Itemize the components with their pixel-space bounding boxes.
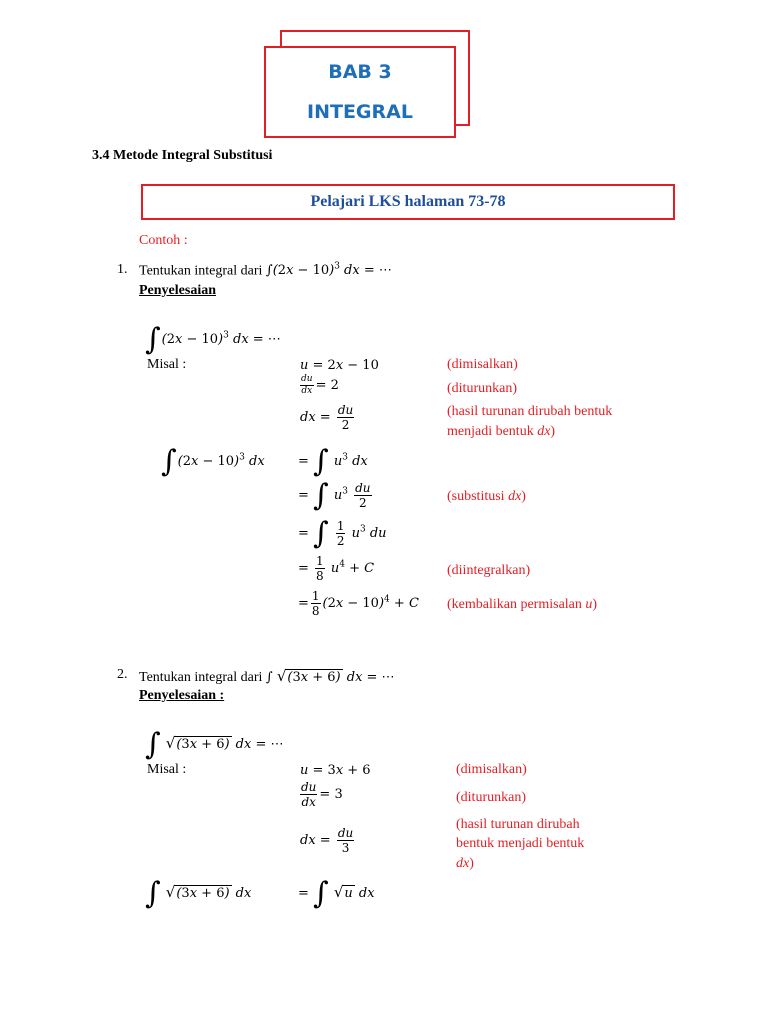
banner-text: Pelajari LKS halaman 73-78	[310, 193, 506, 210]
p1-step-8-math: = $\frac{1}{8}$ $(2x - 10)^4 + C$	[298, 589, 419, 618]
chapter-label: BAB 3	[328, 61, 392, 83]
p1-step-3-math: dx = $\frac{du}{2}$	[300, 403, 354, 432]
p2-step-1-note: (dimisalkan)	[456, 762, 527, 777]
problem-1-misal: Misal :	[147, 357, 187, 372]
p1-step-1-note: (dimisalkan)	[447, 357, 518, 372]
p1-step-2-math: $\frac{du}{dx}$ = 2	[301, 374, 339, 396]
p1-step-5-math: = ∫ $u^3$ $\frac{du}{2}$	[298, 478, 371, 513]
problem-2-question-math: ∫ √(3x + 6) dx = ⋯	[265, 667, 395, 685]
p2-step-2-math: $\frac{du}{dx}$ = 3	[301, 780, 343, 809]
problem-2-question-text: Tentukan integral dari	[139, 670, 263, 685]
p1-step-3-note2-end: )	[550, 424, 556, 439]
p1-step-1-math: u = 2x − 10	[300, 358, 379, 373]
contoh-label: Contoh :	[139, 233, 188, 248]
problem-2-question	[139, 667, 395, 686]
title-box	[264, 46, 456, 138]
p1-step-3-note2	[447, 424, 555, 440]
p1-step-8-note-end: )	[592, 597, 598, 612]
p1-step-5-note-text: (substitusi	[447, 489, 505, 504]
p1-step-3-note2-text: menjadi bentuk	[447, 424, 534, 439]
p1-step-7-note: (diintegralkan)	[447, 563, 531, 578]
p1-step-5-note-var: dx	[508, 489, 522, 504]
p1-step-2-note: (diturunkan)	[447, 381, 517, 396]
p2-step-3-note3	[456, 856, 474, 872]
p1-step-8-note-text: (kembalikan permisalan	[447, 597, 582, 612]
problem-1-question-math: $\int(2x - 10)^3$ dx = ⋯	[265, 262, 392, 279]
p2-step-2-note: (diturunkan)	[456, 790, 526, 805]
section-title: 3.4 Metode Integral Substitusi	[92, 148, 273, 163]
p2-step-3-note3-end: )	[469, 856, 474, 871]
p1-step-5-note-end: )	[521, 489, 526, 504]
p1-step-5-note	[447, 489, 526, 505]
problem-1-question	[139, 262, 392, 279]
p2-step-3-note2: bentuk menjadi bentuk	[456, 836, 585, 851]
problem-2-solution-label: Penyelesaian :	[139, 688, 225, 703]
p1-step-4-lhs: $\int(2x - 10)^3$ dx	[161, 444, 265, 479]
problem-1-restate: $\int(2x - 10)^3$ dx = ⋯	[145, 322, 281, 357]
p2-step-3-note3-var: dx	[456, 856, 470, 871]
p1-step-6-math: = ∫ $\frac{1}{2}$ $u^3$ du	[298, 516, 387, 551]
banner-box	[141, 184, 675, 220]
problem-1-number: 1.	[117, 262, 128, 277]
p1-step-3-note: (hasil turunan dirubah bentuk	[447, 404, 613, 419]
problem-2-misal: Misal :	[147, 762, 187, 777]
p1-step-8-note-var: u	[585, 597, 593, 612]
p2-step-1-math: u = 3x + 6	[300, 763, 371, 778]
p1-step-8-note	[447, 597, 597, 613]
problem-2-number: 2.	[117, 667, 128, 682]
problem-1-question-text: Tentukan integral dari	[139, 263, 263, 279]
integral-sign: ∫	[145, 322, 161, 357]
p2-step-3-math: dx = $\frac{du}{3}$	[300, 826, 354, 855]
p2-step-3-note: (hasil turunan dirubah	[456, 817, 580, 832]
p1-step-3-note2-var: dx	[537, 424, 551, 439]
p1-step-4-math: = ∫ $u^3$ dx	[298, 444, 368, 479]
p2-step-4-lhs: ∫ √(3x + 6) dx	[145, 876, 252, 911]
p1-step-7-math: = $\frac{1}{8}$ $u^4 + C$	[298, 554, 375, 583]
chapter-title: INTEGRAL	[307, 101, 413, 123]
p2-step-4-math: = ∫ √u dx	[298, 876, 375, 911]
problem-2-restate: ∫ √(3x + 6) dx = ⋯	[145, 727, 284, 762]
problem-1-solution-label: Penyelesaian	[139, 283, 216, 298]
